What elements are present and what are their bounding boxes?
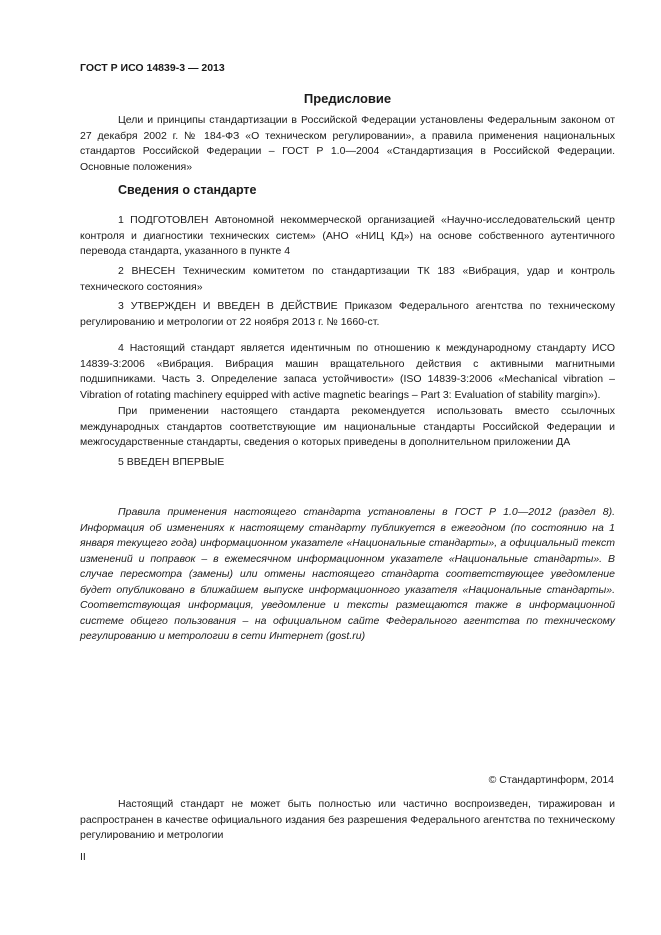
italic-notice: Правила применения настоящего стандарта установлены в ГОСТ Р 1.0—2012 (раздел 8). Информация об изменениях к настоящему стандарту публикуется в ежегодном (по состоянию на 1 января текущего года) информационном указателе «Национальные стандарты», а официальный текст изменений и поправок – в ежемесячном информационном указателе «Национальные стандарты». В случае пересмотра (замены) или отмены настоящего стандарта соответствующее уведомление будет опубликовано в ближайшем выпуске информационного указателя «Национальные стандарты». Соответствующая информация, уведомление и тексты размещаются также в информационной системе общего пользования – на официальном сайте Федерального агентства по техническому регулированию и метрологии в сети Интернет (gost.ru): [80, 506, 615, 642]
page-title: Предисловие: [303, 91, 392, 106]
reproduction-notice: Настоящий стандарт не может быть полностью или частично воспроизведен, тиражирован и распространен в качестве официального издания без разрешения Федерального агентства по техническому регулированию и метрологии: [80, 798, 615, 841]
item-4-note-paragraph: При применении настоящего стандарта рекомендуется использовать вместо ссылочных международных стандартов соответствующие им национальные стандарты Российской Федерации и межгосударственные стандарты, сведения о которых приведены в дополнительном приложении ДА: [80, 405, 615, 448]
page-number: II: [80, 851, 86, 863]
item-3-paragraph: 3 УТВЕРЖДЕН И ВВЕДЕН В ДЕЙСТВИЕ Приказом Федерального агентства по техническому регулированию и метрологии от 22 ноября 2013 г. № 1660-ст.: [80, 300, 615, 328]
section-title: Сведения о стандарте: [118, 183, 257, 197]
copyright: © Стандартинформ, 2014: [488, 774, 614, 786]
intro-paragraph: Цели и принципы стандартизации в Российской Федерации установлены Федеральным законом от 27 декабря 2002 г. № 184-ФЗ «О техническом регулировании», а правила применения национальных стандартов Российской Федерации – ГОСТ Р 1.0—2004 «Стандартизация в Российской Федерации. Основные положения»: [80, 114, 615, 173]
item-5-paragraph: 5 ВВЕДЕН ВПЕРВЫЕ: [118, 456, 225, 468]
item-4-paragraph: 4 Настоящий стандарт является идентичным по отношению к международному стандарту ИСО 14839-3:2006 «Вибрация. Вибрация машин вращательного действия с активными магнитными подшипниками. Часть 3. Определение запаса устойчивости» (ISO 14839-3:2006 «Mechanical vibration – Vibration of rotating machinery equipped with active magnetic bearings – Part 3: Evaluation of stability margin»).: [80, 342, 615, 401]
item-2-paragraph: 2 ВНЕСЕН Техническим комитетом по стандартизации ТК 183 «Вибрация, удар и контроль технического состояния»: [80, 265, 615, 293]
item-1-paragraph: 1 ПОДГОТОВЛЕН Автономной некоммерческой организацией «Научно-исследовательский центр контроля и диагностики технических систем» (АНО «НИЦ КД») на основе собственного аутентичного перевода стандарта, указанного в пункте 4: [80, 214, 615, 257]
document-header: ГОСТ Р ИСО 14839-3 — 2013: [80, 62, 225, 74]
